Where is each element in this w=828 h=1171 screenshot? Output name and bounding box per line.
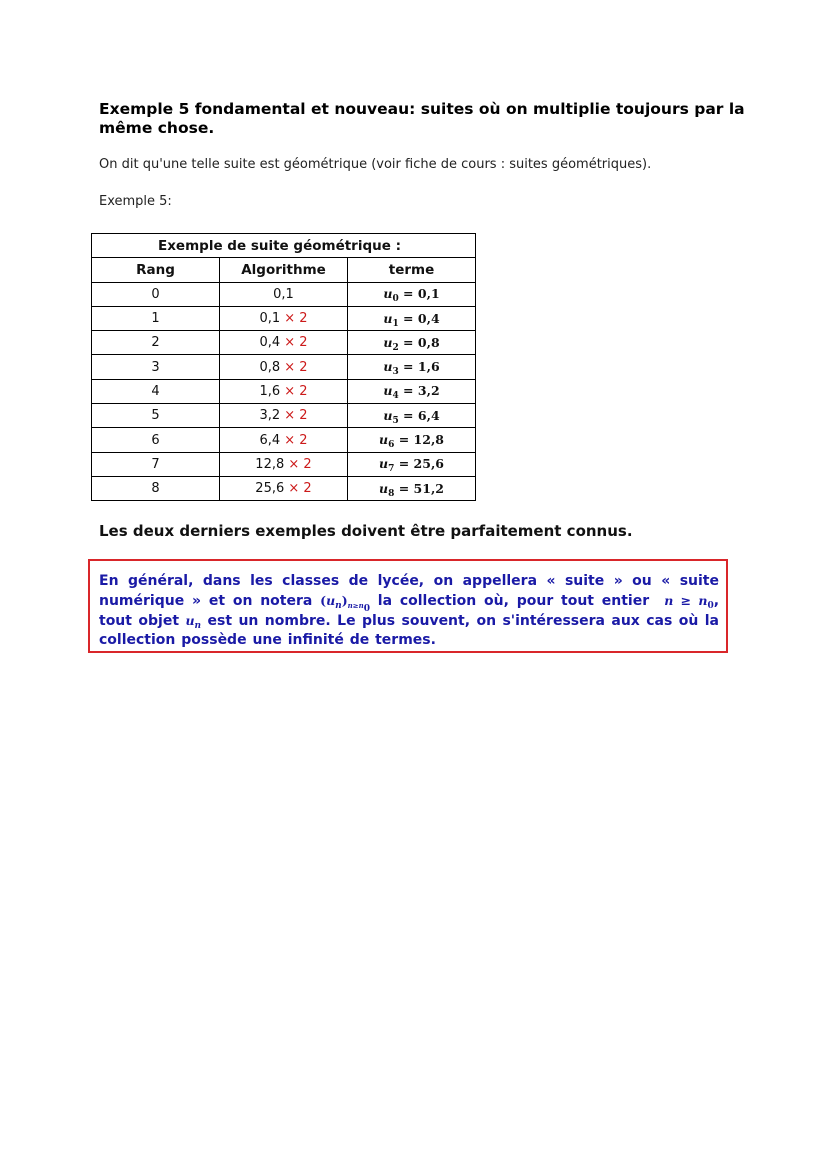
terme-cell [348, 306, 476, 330]
section-heading: Exemple 5 fondamental et nouveau: suites où on multiplie toujours par la même chose. [99, 100, 745, 137]
sequence-table [91, 233, 476, 501]
algorithme-cell [220, 379, 348, 403]
table-caption: Exemple de suite géométrique : [92, 234, 476, 258]
rang-cell: 4 [92, 379, 220, 403]
table-row [92, 428, 476, 452]
definition-part-1: En général, dans les classes de lycée, on appellera « suite » ou « suite numérique » et on notera [99, 573, 719, 609]
algorithme-cell [220, 355, 348, 379]
example-label: Exemple 5: [99, 194, 172, 209]
rang-cell: 1 [92, 306, 220, 330]
term-value: 0,8 [417, 334, 440, 350]
term-expression: $u_7 = 25,6$ [379, 456, 444, 475]
definition-part-2: la collection où, pour tout entier [377, 593, 650, 609]
table-row [92, 452, 476, 476]
term-value: 3,2 [417, 383, 440, 399]
definition-text [99, 572, 719, 650]
multiplier: × 2 [288, 481, 312, 497]
term-value: 1,6 [417, 359, 440, 375]
term-expression: $u_3 = 1,6$ [383, 359, 440, 378]
algorithme-value: 25,6 [255, 481, 285, 497]
multiplier: × 2 [288, 456, 312, 472]
header-terme: terme [348, 258, 476, 282]
rang-cell: 8 [92, 476, 220, 500]
terme-cell [348, 428, 476, 452]
algorithme-cell [220, 282, 348, 306]
multiplier: × 2 [284, 335, 308, 351]
term-value: 0,4 [417, 310, 440, 326]
table-row [92, 404, 476, 428]
algorithme-value: 12,8 [255, 456, 285, 472]
algorithme-cell [220, 331, 348, 355]
definition-part-4: tout objet [99, 613, 180, 629]
multiplier: × 2 [284, 408, 308, 424]
term-index: 1 [392, 318, 399, 329]
table-header-row [92, 258, 476, 282]
header-rang: Rang [92, 258, 220, 282]
algorithme-cell [220, 404, 348, 428]
definition-part-5: est un nombre. Le plus souvent, on s'intéressera aux cas où la collection possède une infinité de termes. [99, 613, 719, 648]
terme-cell [348, 355, 476, 379]
rang-cell: 5 [92, 404, 220, 428]
index-condition: $n \ge n_0$ [664, 593, 714, 611]
algorithme-cell [220, 452, 348, 476]
table-row [92, 355, 476, 379]
conclusion-text: Les deux derniers exemples doivent être parfaitement connus. [99, 522, 633, 540]
term-index: 7 [388, 464, 395, 475]
table-body [92, 282, 476, 501]
rang-cell: 3 [92, 355, 220, 379]
terme-cell [348, 404, 476, 428]
term-value: 25,6 [413, 456, 444, 472]
term-value: 12,8 [413, 432, 444, 448]
terme-cell [348, 379, 476, 403]
rang-cell: 7 [92, 452, 220, 476]
algorithme-value: 1,6 [259, 383, 281, 399]
term-expression: $u_8 = 51,2$ [379, 480, 444, 499]
algorithme-value: 0,8 [259, 359, 281, 375]
term-index: 2 [392, 342, 399, 353]
terme-cell [348, 452, 476, 476]
multiplier: × 2 [284, 359, 308, 375]
algorithme-cell [220, 476, 348, 500]
algorithme-value: 0,1 [273, 286, 294, 302]
intro-paragraph: On dit qu'une telle suite est géométrique (voir fiche de cours : suites géométriques). [99, 157, 652, 172]
algorithme-value: 0,4 [259, 335, 281, 351]
algorithme-value: 0,1 [259, 311, 281, 327]
table-row [92, 282, 476, 306]
terme-cell [348, 331, 476, 355]
term-notation: $u_n$ [185, 613, 202, 631]
term-expression: $u_0 = 0,1$ [383, 286, 440, 305]
definition-part-3: , [713, 593, 720, 609]
term-expression: $u_5 = 6,4$ [383, 407, 440, 426]
term-index: 3 [392, 367, 399, 378]
terme-cell [348, 476, 476, 500]
term-expression: $u_4 = 3,2$ [383, 383, 440, 402]
algorithme-value: 6,4 [259, 432, 281, 448]
table-row [92, 476, 476, 500]
term-value: 0,1 [417, 286, 440, 302]
algorithme-cell [220, 306, 348, 330]
terme-cell [348, 282, 476, 306]
term-index: 8 [388, 488, 395, 499]
term-expression: $u_2 = 0,8$ [383, 334, 440, 353]
rang-cell: 6 [92, 428, 220, 452]
multiplier: × 2 [284, 383, 308, 399]
rang-cell: 2 [92, 331, 220, 355]
header-algorithme: Algorithme [220, 258, 348, 282]
sequence-notation: $(u_n)_{n\ge n_0}$ [320, 593, 370, 614]
term-index: 5 [392, 415, 399, 426]
rang-cell: 0 [92, 282, 220, 306]
term-expression: $u_1 = 0,4$ [383, 310, 440, 329]
table-row [92, 306, 476, 330]
term-index: 4 [392, 391, 399, 402]
term-expression: $u_6 = 12,8$ [379, 432, 444, 451]
algorithme-value: 3,2 [259, 408, 281, 424]
table-caption-row [92, 234, 476, 258]
term-value: 51,2 [413, 480, 444, 496]
term-index: 0 [392, 294, 399, 305]
definition-box [88, 559, 728, 653]
multiplier: × 2 [284, 311, 308, 327]
term-value: 6,4 [417, 407, 440, 423]
table-row [92, 379, 476, 403]
term-index: 6 [388, 440, 395, 451]
algorithme-cell [220, 428, 348, 452]
multiplier: × 2 [284, 432, 308, 448]
table-row [92, 331, 476, 355]
